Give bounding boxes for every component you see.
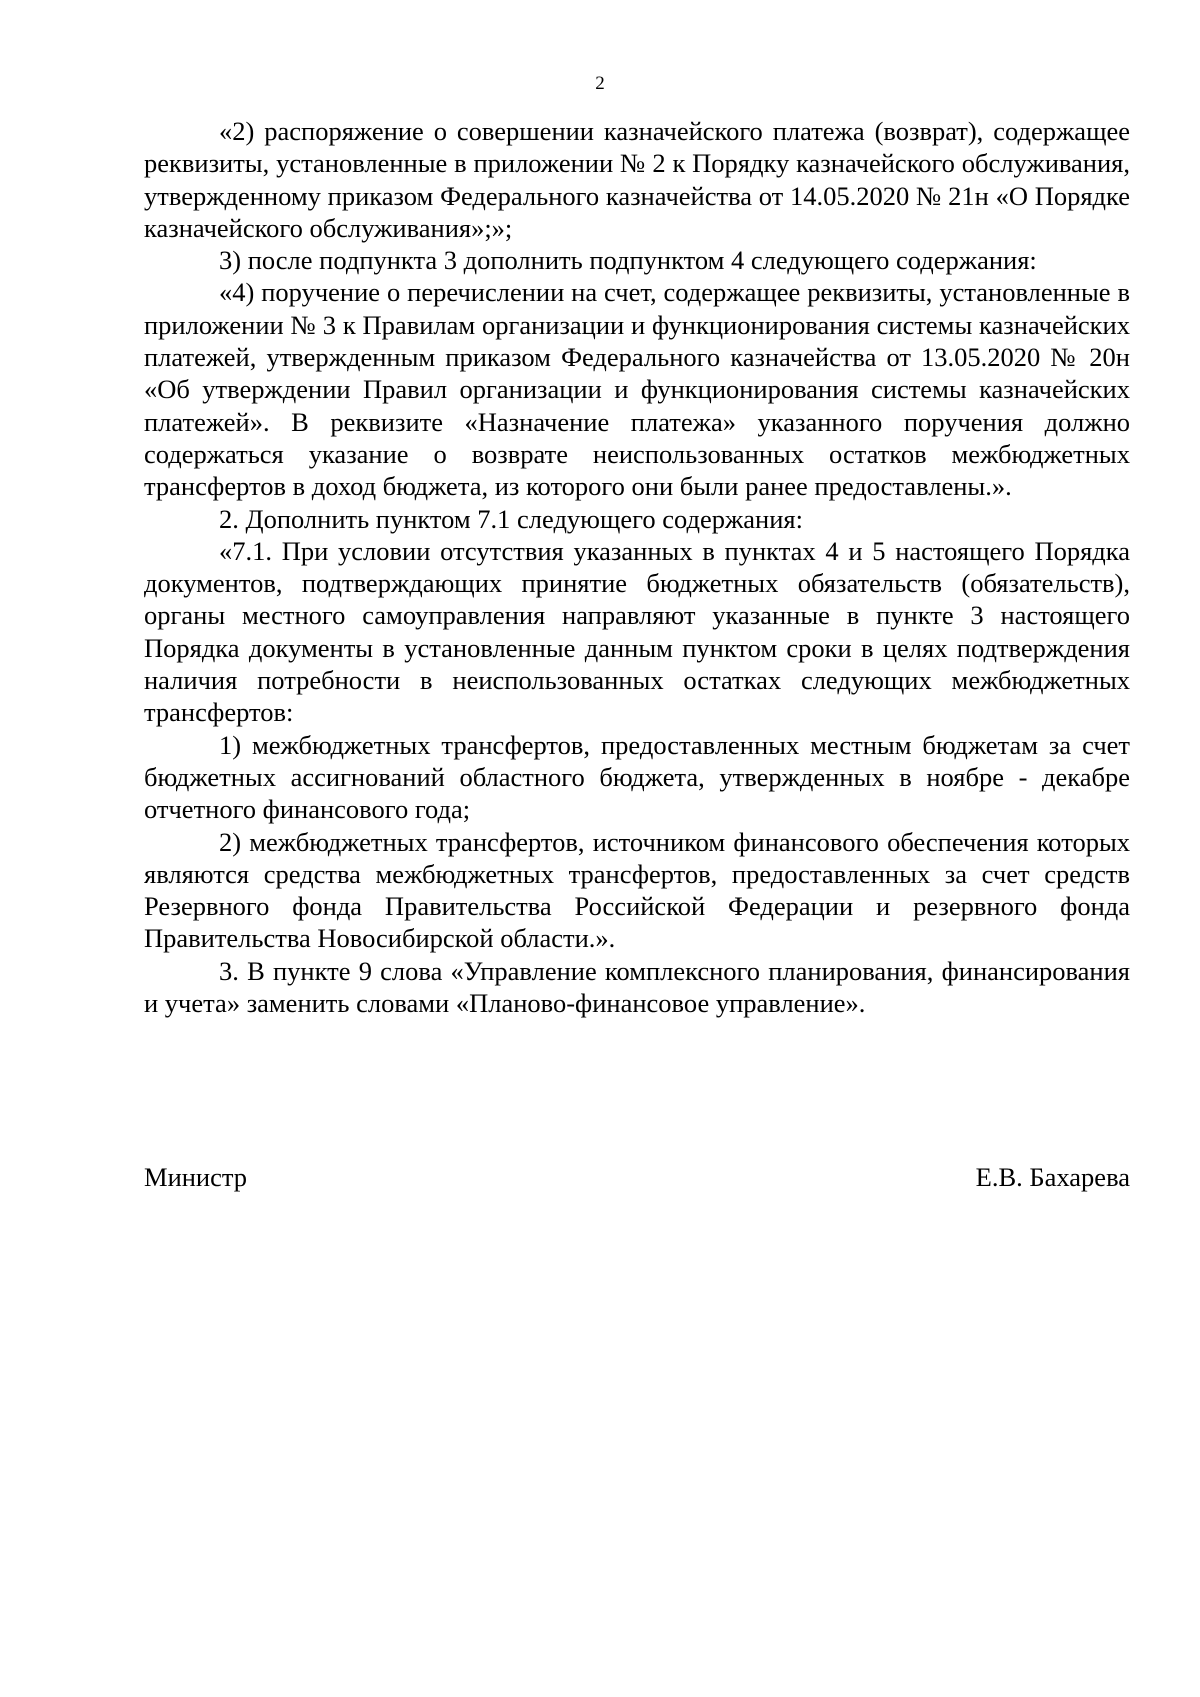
- paragraph-item-2-add-clause-7-1: 2. Дополнить пунктом 7.1 следующего содержания:: [219, 503, 803, 534]
- paragraph-item-3-clause-9-replacement: 3. В пункте 9 слова «Управление комплексного планирования, финансирования и учета» заменить словами «Планово-финансовое управление».: [144, 955, 1130, 1019]
- signature-block: [144, 1161, 1130, 1195]
- paragraph-subitem-2-treasury-payment-order: «2) распоряжение о совершении казначейского платежа (возврат), содержащее реквизиты, установленные в приложении № 2 к Порядку казначейского обслуживания, утвержденному приказом Федерального казначейства от 14.05.2020 № 21н «О Порядке казначейского обслуживания»;»;: [144, 116, 1130, 243]
- paragraph-clause-7-1-subitem-1: 1) межбюджетных трансфертов, предоставленных местным бюджетам за счет бюджетных ассигнований областного бюджета, утвержденных в ноябре - декабре отчетного финансового года;: [144, 729, 1130, 825]
- paragraph-subitem-4-transfer-order: «4) поручение о перечислении на счет, содержащее реквизиты, установленные в приложении № 3 к Правилам организации и функционирования системы казначейских платежей, утвержденным приказом Федерального казначейства от 13.05.2020 № 20н «Об утверждении Правил организации и функционирования системы казначейских платежей». В реквизите «Назначение платежа» указанного поручения должно содержаться указание о возврате неиспользованных остатков межбюджетных трансфертов в доход бюджета, из которого они были ранее предоставлены.».: [144, 277, 1130, 502]
- signatory-position: Министр: [144, 1162, 248, 1192]
- paragraph-add-subitem-4: 3) после подпункта 3 дополнить подпунктом 4 следующего содержания:: [219, 245, 1037, 276]
- paragraph-clause-7-1: «7.1. При условии отсутствия указанных в пунктах 4 и 5 настоящего Порядка документов, подтверждающих принятие бюджетных обязательств (обязательств), органы местного самоуправления направляют указанные в пункте 3 настоящего Порядка документы в установленные данным пунктом сроки в целях подтверждения наличия потребности в неиспользованных остатках следующих межбюджетных трансфертов:: [144, 535, 1130, 728]
- page-number: 2: [595, 73, 605, 94]
- signatory-name: Е.В. Бахарева: [975, 1162, 1130, 1192]
- paragraph-clause-7-1-subitem-2: 2) межбюджетных трансфертов, источником финансового обеспечения которых являются средства межбюджетных трансфертов, предоставленных за счет средств Резервного фонда Правительства Российской Федерации и резервного фонда Правительства Новосибирской области.».: [144, 826, 1130, 954]
- document-body: [144, 115, 1130, 1019]
